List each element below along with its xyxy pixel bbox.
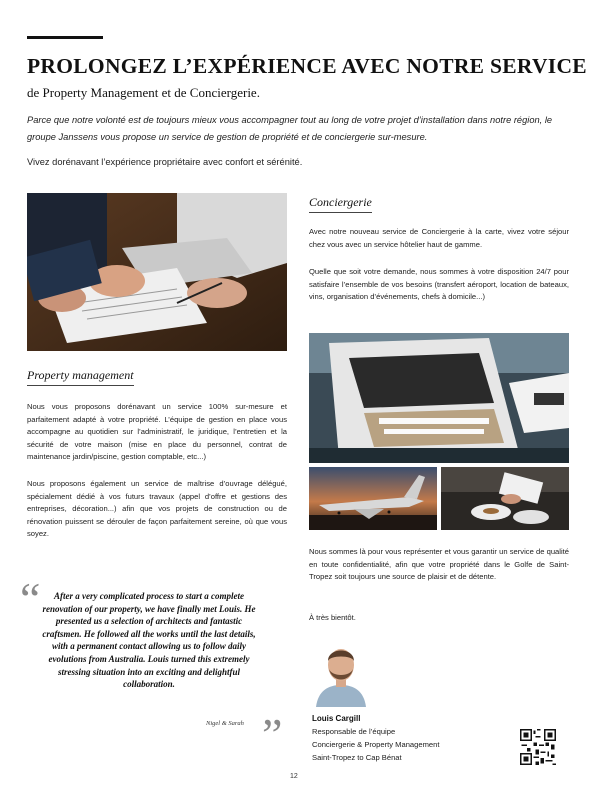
conciergerie-heading: Conciergerie [309, 195, 372, 213]
close-quote-mark: ” [262, 709, 283, 760]
chef-photo [441, 467, 569, 530]
open-quote-mark: “ [20, 573, 41, 624]
testimonial-author: Nigel & Sarah [206, 720, 244, 727]
page-number: 12 [290, 773, 298, 780]
signatory-location: Saint-Tropez to Cap Bénat [312, 753, 402, 762]
yacht-photo [309, 333, 569, 463]
signatory-name: Louis Cargill [312, 714, 361, 723]
page-title: PROLONGEZ L’EXPÉRIENCE AVEC NOTRE SERVICE [27, 54, 587, 78]
page-subtitle: de Property Management et de Conciergerie. [27, 85, 260, 100]
property-management-heading: Property management [27, 368, 134, 386]
intro-paragraph: Parce que notre volonté est de toujours mieux vous accompagner tout au long de votre projet d’installation dans notre région, le groupe Janssens vous propose un service de gestion de propriété et de conciergerie sur-mesure. [27, 115, 553, 142]
private-jet-photo [309, 467, 437, 530]
signatory-role: Responsable de l’équipe [312, 727, 396, 736]
qr-code[interactable] [520, 729, 556, 765]
property-management-paragraph-2: Nous proposons également un service de maîtrise d’ouvrage délégué, spécialement dédié à vos futurs travaux (appel d’offre et gestions des entreprises, décoration...) afin que vos projets de construction ou de rénovation puissent se dérouler de façon parfaitement sereine, où que vous soyez. [27, 479, 287, 539]
property-management-paragraph-1: Nous vous proposons dorénavant un service 100% sur-mesure et parfaitement adapté à votre propriété. L’équipe de gestion en place vous accompagne au quotidien sur l’administratif, le juridique, l’entretien et la sécurité de votre maison (mise en place du personnel, contrat de maintenance jardin/piscine, gestion comptable, etc...) [27, 402, 287, 462]
testimonial-text: After a very complicated process to start a complete renovation of our property, we have finally met Louis. He presented us a selection of architects and fantastic craftsmen. He followed all the works until the last details, with a permanent contact allowing us to follow daily evolutions from Australia. Louis turned this extremely stressing situation into an exciting and delightful collaboration. [42, 591, 256, 690]
top-rule [27, 36, 103, 39]
tagline: Vivez dorénavant l’expérience propriétaire avec confort et sérénité. [27, 157, 303, 167]
conciergerie-paragraph-3: Nous sommes là pour vous représenter et vous garantir un service de qualité en toute confidentialité, afin que votre propriété dans le Golfe de Saint-Tropez soit toujours une source de plaisir et de détente. [309, 547, 569, 582]
closing-line: À très bientôt. [309, 613, 356, 622]
signatory-department: Conciergerie & Property Management [312, 740, 440, 749]
avatar [312, 635, 370, 707]
conciergerie-paragraph-2: Quelle que soit votre demande, nous sommes à votre disposition 24/7 pour satisfaire l’ensemble de vos besoins (transfert aéroport, location de bateaux, vins, organisation d’événements, chefs à domicile...) [309, 267, 569, 302]
conciergerie-paragraph-1: Avec notre nouveau service de Conciergerie à la carte, vivez votre séjour chez vous avec un service hôtelier haut de gamme. [309, 227, 569, 249]
contract-signing-photo [27, 193, 287, 351]
